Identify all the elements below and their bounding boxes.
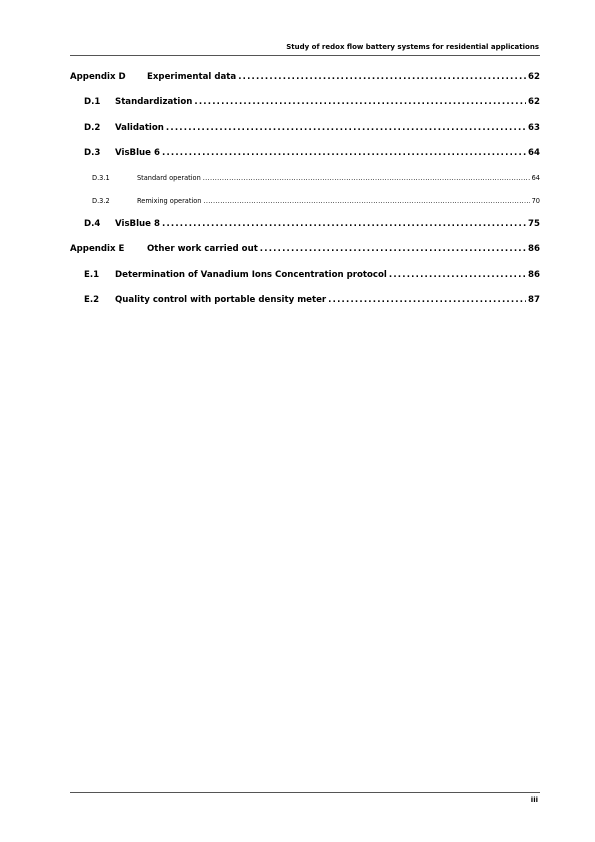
- toc-page-number: 62: [528, 97, 540, 107]
- toc-title: Determination of Vanadium Ions Concentration protocol: [115, 270, 387, 280]
- toc-entry-d3[interactable]: [84, 148, 540, 158]
- toc-page-number: 70: [531, 197, 540, 205]
- toc-entry-d1[interactable]: [84, 97, 540, 107]
- toc-number: D.2: [84, 123, 101, 133]
- toc-leader-dots: [194, 97, 526, 107]
- toc-leader-dots: [238, 72, 526, 82]
- toc-entry-d4[interactable]: [84, 219, 540, 229]
- toc-number: D.1: [84, 97, 101, 107]
- toc-entry-e2[interactable]: [84, 295, 540, 305]
- toc-title: Quality control with portable density meter: [115, 295, 327, 305]
- toc-leader-dots: [328, 295, 526, 305]
- toc-entry-d2[interactable]: [84, 123, 540, 133]
- toc-title: Standard operation: [137, 174, 201, 182]
- toc-title: VisBlue 8: [115, 219, 160, 229]
- toc-page-number: 62: [528, 72, 540, 82]
- toc-entry-d3-2[interactable]: [92, 197, 540, 205]
- running-header: Study of redox flow battery systems for residential applications: [286, 43, 539, 51]
- toc-title: Experimental data: [147, 72, 237, 82]
- toc-leader-dots: [166, 123, 526, 133]
- toc-number: Appendix E: [70, 244, 125, 254]
- toc-number: D.3.2: [92, 197, 110, 205]
- footer-rule: [70, 792, 540, 793]
- toc-leader-dots: [162, 219, 526, 229]
- toc-leader-dots: [389, 270, 526, 280]
- toc-page-number: 75: [528, 219, 540, 229]
- toc-title: VisBlue 6: [115, 148, 160, 158]
- toc-leader-dots: [162, 148, 526, 158]
- toc-number: E.2: [84, 295, 100, 305]
- toc-entry-d3-1[interactable]: [92, 174, 540, 182]
- toc-leader-dots: [260, 244, 526, 254]
- toc-page-number: 86: [528, 244, 540, 254]
- toc-entry-appendix-d[interactable]: [70, 72, 540, 82]
- toc-page-number: 63: [528, 123, 540, 133]
- toc-title: Validation: [115, 123, 164, 133]
- toc-title: Remixing operation: [137, 197, 202, 205]
- toc-entry-appendix-e[interactable]: [70, 244, 540, 254]
- toc-number: Appendix D: [70, 72, 126, 82]
- toc-page-number: 64: [531, 174, 540, 182]
- toc-title: Standardization: [115, 97, 193, 107]
- toc-number: E.1: [84, 270, 100, 280]
- toc-page-number: 87: [528, 295, 540, 305]
- toc-entry-e1[interactable]: [84, 270, 540, 280]
- toc-number: D.4: [84, 219, 101, 229]
- toc-leader-dots: [203, 174, 530, 182]
- toc-title: Other work carried out: [147, 244, 258, 254]
- toc-leader-dots: [203, 197, 529, 205]
- header-rule: [70, 55, 540, 56]
- toc-number: D.3.1: [92, 174, 110, 182]
- toc-page-number: 64: [528, 148, 540, 158]
- toc-page-number: 86: [528, 270, 540, 280]
- toc-number: D.3: [84, 148, 101, 158]
- page-number: iii: [530, 796, 538, 804]
